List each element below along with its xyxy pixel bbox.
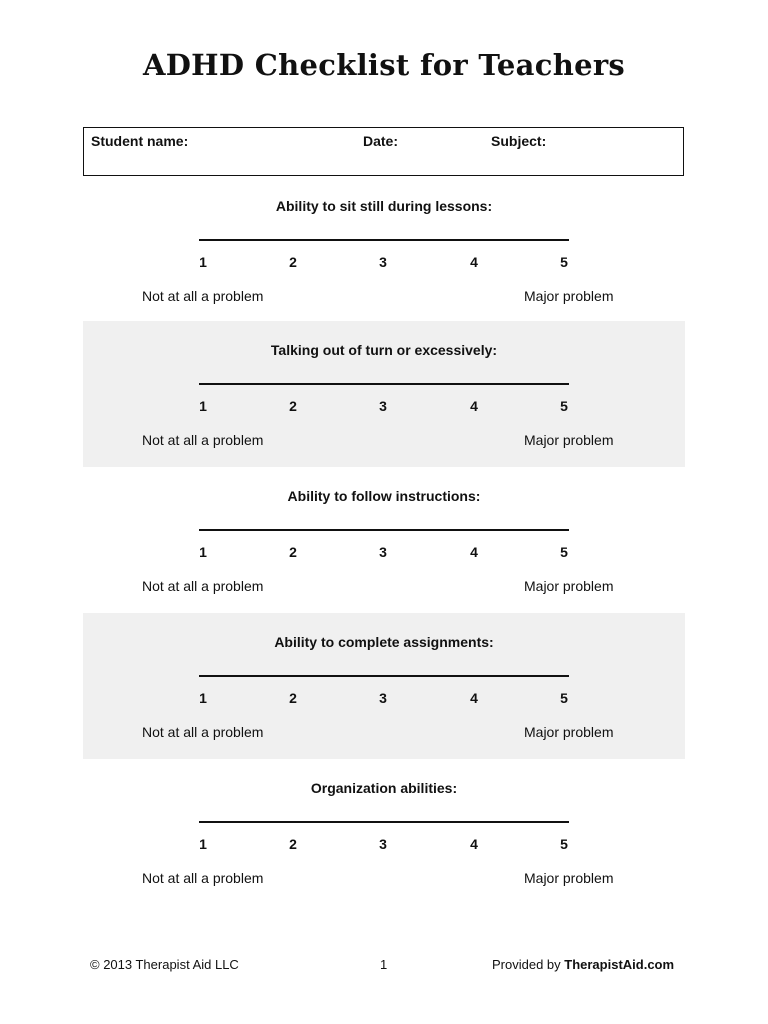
rating-2[interactable]: 2	[289, 690, 297, 706]
question-label: Talking out of turn or excessively:	[270, 342, 498, 358]
student-info-box	[83, 127, 684, 176]
rating-4[interactable]: 4	[470, 398, 478, 414]
scale-high-label: Major problem	[524, 578, 614, 594]
scale-low-label: Not at all a problem	[142, 724, 264, 740]
rating-5[interactable]: 5	[560, 690, 568, 706]
rating-2[interactable]: 2	[289, 836, 297, 852]
page-title: ADHD Checklist for Teachers	[142, 48, 626, 82]
checklist-item-follow-instructions	[83, 467, 685, 613]
checklist-item-talking-out-of-turn	[83, 321, 685, 467]
rating-4[interactable]: 4	[470, 690, 478, 706]
rating-3[interactable]: 3	[379, 690, 387, 706]
scale-low-label: Not at all a problem	[142, 870, 264, 886]
scale-high-label: Major problem	[524, 724, 614, 740]
scale-low-label: Not at all a problem	[142, 578, 264, 594]
subject-label: Subject:	[491, 133, 547, 149]
rating-1[interactable]: 1	[199, 544, 207, 560]
rating-2[interactable]: 2	[289, 254, 297, 270]
rating-2[interactable]: 2	[289, 398, 297, 414]
student-name-label: Student name:	[91, 133, 189, 149]
checklist-item-complete-assignments	[83, 613, 685, 759]
rating-4[interactable]: 4	[470, 544, 478, 560]
scale-low-label: Not at all a problem	[142, 432, 264, 448]
rating-scale-line[interactable]	[199, 239, 569, 241]
question-label: Ability to follow instructions:	[287, 488, 481, 504]
page-number: 1	[380, 957, 388, 972]
scale-low-label: Not at all a problem	[142, 288, 264, 304]
rating-3[interactable]: 3	[379, 398, 387, 414]
rating-4[interactable]: 4	[470, 836, 478, 852]
checklist-item-organization	[83, 759, 685, 905]
copyright-text: © 2013 Therapist Aid LLC	[90, 957, 239, 972]
rating-5[interactable]: 5	[560, 254, 568, 270]
provided-by-text	[492, 957, 674, 972]
rating-scale-line[interactable]	[199, 383, 569, 385]
provided-by-label: Provided by	[492, 957, 565, 972]
rating-scale-line[interactable]	[199, 675, 569, 677]
date-label: Date:	[363, 133, 399, 149]
rating-3[interactable]: 3	[379, 836, 387, 852]
checklist-item-sit-still	[83, 177, 685, 323]
rating-scale-line[interactable]	[199, 821, 569, 823]
rating-1[interactable]: 1	[199, 398, 207, 414]
rating-2[interactable]: 2	[289, 544, 297, 560]
scale-high-label: Major problem	[524, 432, 614, 448]
rating-5[interactable]: 5	[560, 836, 568, 852]
rating-5[interactable]: 5	[560, 398, 568, 414]
rating-1[interactable]: 1	[199, 254, 207, 270]
rating-1[interactable]: 1	[199, 690, 207, 706]
scale-high-label: Major problem	[524, 870, 614, 886]
scale-high-label: Major problem	[524, 288, 614, 304]
question-label: Ability to complete assignments:	[274, 634, 494, 650]
brand-link[interactable]: TherapistAid.com	[564, 957, 675, 972]
question-label: Organization abilities:	[310, 780, 458, 796]
rating-5[interactable]: 5	[560, 544, 568, 560]
rating-1[interactable]: 1	[199, 836, 207, 852]
rating-scale-line[interactable]	[199, 529, 569, 531]
question-label: Ability to sit still during lessons:	[275, 198, 493, 214]
rating-3[interactable]: 3	[379, 254, 387, 270]
rating-3[interactable]: 3	[379, 544, 387, 560]
rating-4[interactable]: 4	[470, 254, 478, 270]
